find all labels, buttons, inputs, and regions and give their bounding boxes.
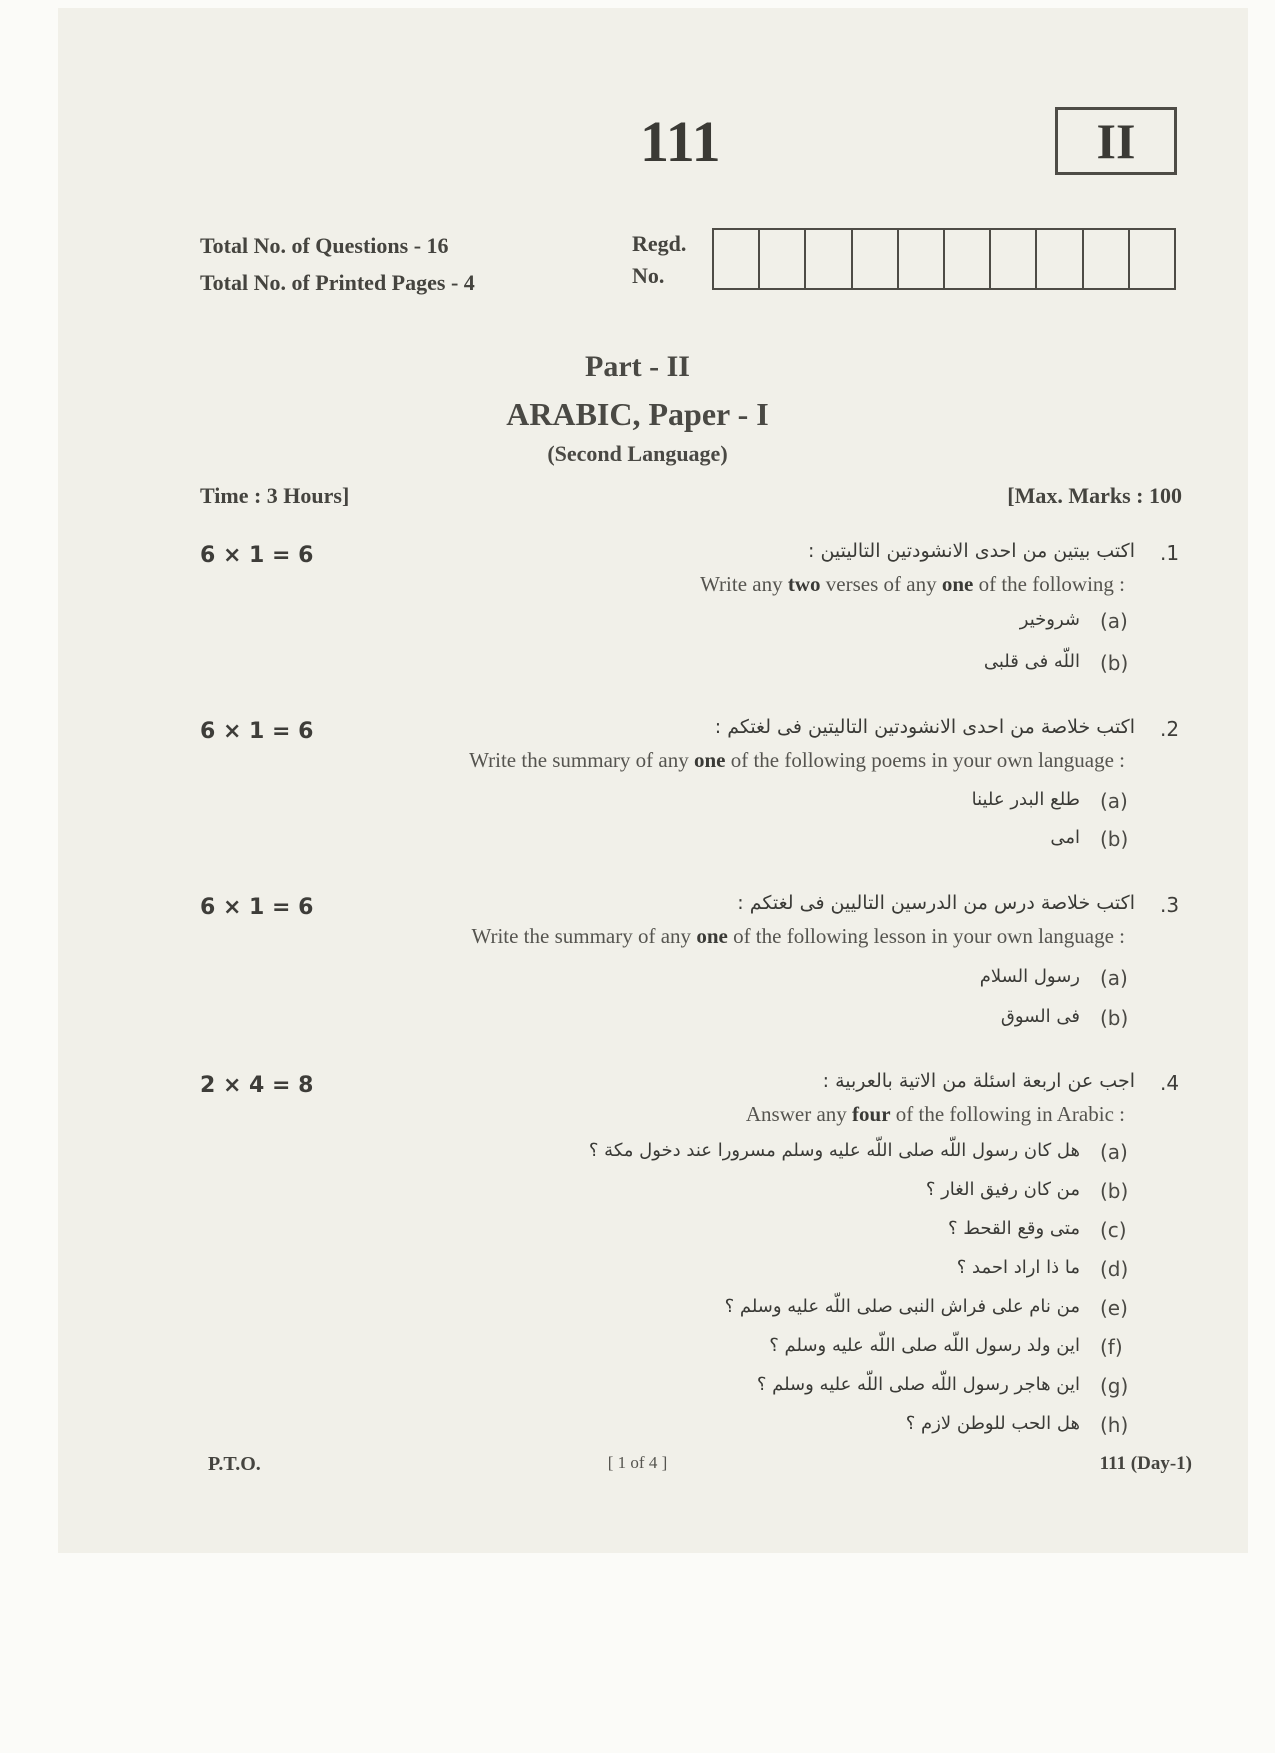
option-label: (d) bbox=[1100, 1257, 1129, 1281]
question-arabic: اكتب بيتين من احدى الانشودتين التاليتين : bbox=[808, 540, 1135, 562]
part-title: Part - II bbox=[585, 350, 690, 383]
regd-label bbox=[632, 228, 686, 292]
question-marks: 6 × 1 = 6 bbox=[200, 895, 314, 920]
question-number: .2 bbox=[1160, 717, 1180, 741]
language-subtitle: (Second Language) bbox=[547, 441, 728, 466]
option-text: اين ولد رسول اللّه صلى اللّه عليه وسلم ؟ bbox=[769, 1335, 1080, 1356]
option-label: (a) bbox=[1100, 966, 1128, 990]
option-label: (b) bbox=[1100, 827, 1129, 851]
regd-label-line1: Regd. bbox=[632, 231, 687, 256]
time-allowed: Time : 3 Hours] bbox=[200, 483, 350, 508]
option-label: (g) bbox=[1100, 1374, 1129, 1398]
option-text: امى bbox=[1050, 827, 1080, 848]
regd-label-line2: No. bbox=[632, 263, 665, 288]
part-box bbox=[1055, 107, 1177, 175]
regd-digit-box[interactable] bbox=[760, 230, 806, 288]
regd-digit-box[interactable] bbox=[899, 230, 945, 288]
option-text: هل كان رسول اللّه صلى اللّه عليه وسلم مسرورا عند دخول مكة ؟ bbox=[588, 1140, 1080, 1161]
option-text: رسول السلام bbox=[979, 966, 1080, 987]
option-label: (h) bbox=[1100, 1413, 1129, 1437]
total-questions: Total No. of Questions - 16 bbox=[200, 233, 449, 258]
option-label: (a) bbox=[1100, 789, 1128, 813]
question-number: .3 bbox=[1160, 893, 1180, 917]
option-text: ما ذا اراد احمد ؟ bbox=[956, 1257, 1080, 1278]
option-label: (b) bbox=[1100, 1179, 1129, 1203]
regd-digit-box[interactable] bbox=[714, 230, 760, 288]
question-english: Answer any four of the following in Arabic : bbox=[745, 1102, 1125, 1126]
question-english: Write any two verses of any one of the following : bbox=[700, 572, 1125, 596]
option-text: فى السوق bbox=[1000, 1006, 1080, 1027]
option-text: شروخير bbox=[1019, 609, 1080, 630]
question-english: Write the summary of any one of the following poems in your own language : bbox=[469, 748, 1125, 772]
question-arabic: اجب عن اربعة اسئلة من الاتية بالعربية : bbox=[822, 1070, 1135, 1092]
part-box-label: II bbox=[1096, 113, 1136, 169]
question-english: Write the summary of any one of the following lesson in your own language : bbox=[471, 924, 1125, 948]
question-arabic: اكتب خلاصة من احدى الانشودتين التاليتين فى لغتكم : bbox=[714, 716, 1135, 738]
option-text: اللّه فى قلبى bbox=[983, 651, 1080, 672]
option-text: من كان رفيق الغار ؟ bbox=[925, 1179, 1080, 1200]
question-arabic: اكتب خلاصة درس من الدرسين التاليين فى لغتكم : bbox=[737, 892, 1135, 914]
regd-digit-box[interactable] bbox=[1037, 230, 1083, 288]
regd-digit-box[interactable] bbox=[806, 230, 852, 288]
option-label: (b) bbox=[1100, 651, 1129, 675]
regd-digit-box[interactable] bbox=[945, 230, 991, 288]
option-label: (f) bbox=[1100, 1335, 1123, 1359]
regd-number-boxes[interactable] bbox=[712, 228, 1176, 290]
option-label: (e) bbox=[1100, 1296, 1128, 1320]
option-text: من نام على فراش النبى صلى اللّه عليه وسلم ؟ bbox=[724, 1296, 1080, 1317]
paper-code: 111 bbox=[640, 109, 721, 174]
regd-digit-box[interactable] bbox=[1130, 230, 1174, 288]
question-number: .4 bbox=[1160, 1071, 1180, 1095]
question-marks: 6 × 1 = 6 bbox=[200, 719, 314, 744]
question-marks: 2 × 4 = 8 bbox=[200, 1073, 314, 1098]
total-pages: Total No. of Printed Pages - 4 bbox=[200, 270, 475, 295]
option-text: هل الحب للوطن لازم ؟ bbox=[905, 1413, 1080, 1434]
paper-code-footer: 111 (Day-1) bbox=[1099, 1453, 1192, 1474]
regd-digit-box[interactable] bbox=[991, 230, 1037, 288]
option-text: طلع البدر علينا bbox=[971, 789, 1080, 810]
option-label: (c) bbox=[1100, 1218, 1127, 1242]
subject-title: ARABIC, Paper - I bbox=[506, 396, 769, 432]
regd-digit-box[interactable] bbox=[853, 230, 899, 288]
question-number: .1 bbox=[1160, 541, 1180, 565]
page-turn-note: P.T.O. bbox=[208, 1453, 261, 1475]
regd-digit-box[interactable] bbox=[1084, 230, 1130, 288]
option-label: (a) bbox=[1100, 609, 1128, 633]
option-text: اين هاجر رسول اللّه صلى اللّه عليه وسلم ؟ bbox=[756, 1374, 1080, 1395]
question-marks: 6 × 1 = 6 bbox=[200, 543, 314, 568]
page-number: [ 1 of 4 ] bbox=[607, 1453, 668, 1472]
option-text: متى وقع القحط ؟ bbox=[948, 1218, 1080, 1239]
max-marks: [Max. Marks : 100 bbox=[1007, 483, 1182, 508]
option-label: (b) bbox=[1100, 1006, 1129, 1030]
option-label: (a) bbox=[1100, 1140, 1128, 1164]
